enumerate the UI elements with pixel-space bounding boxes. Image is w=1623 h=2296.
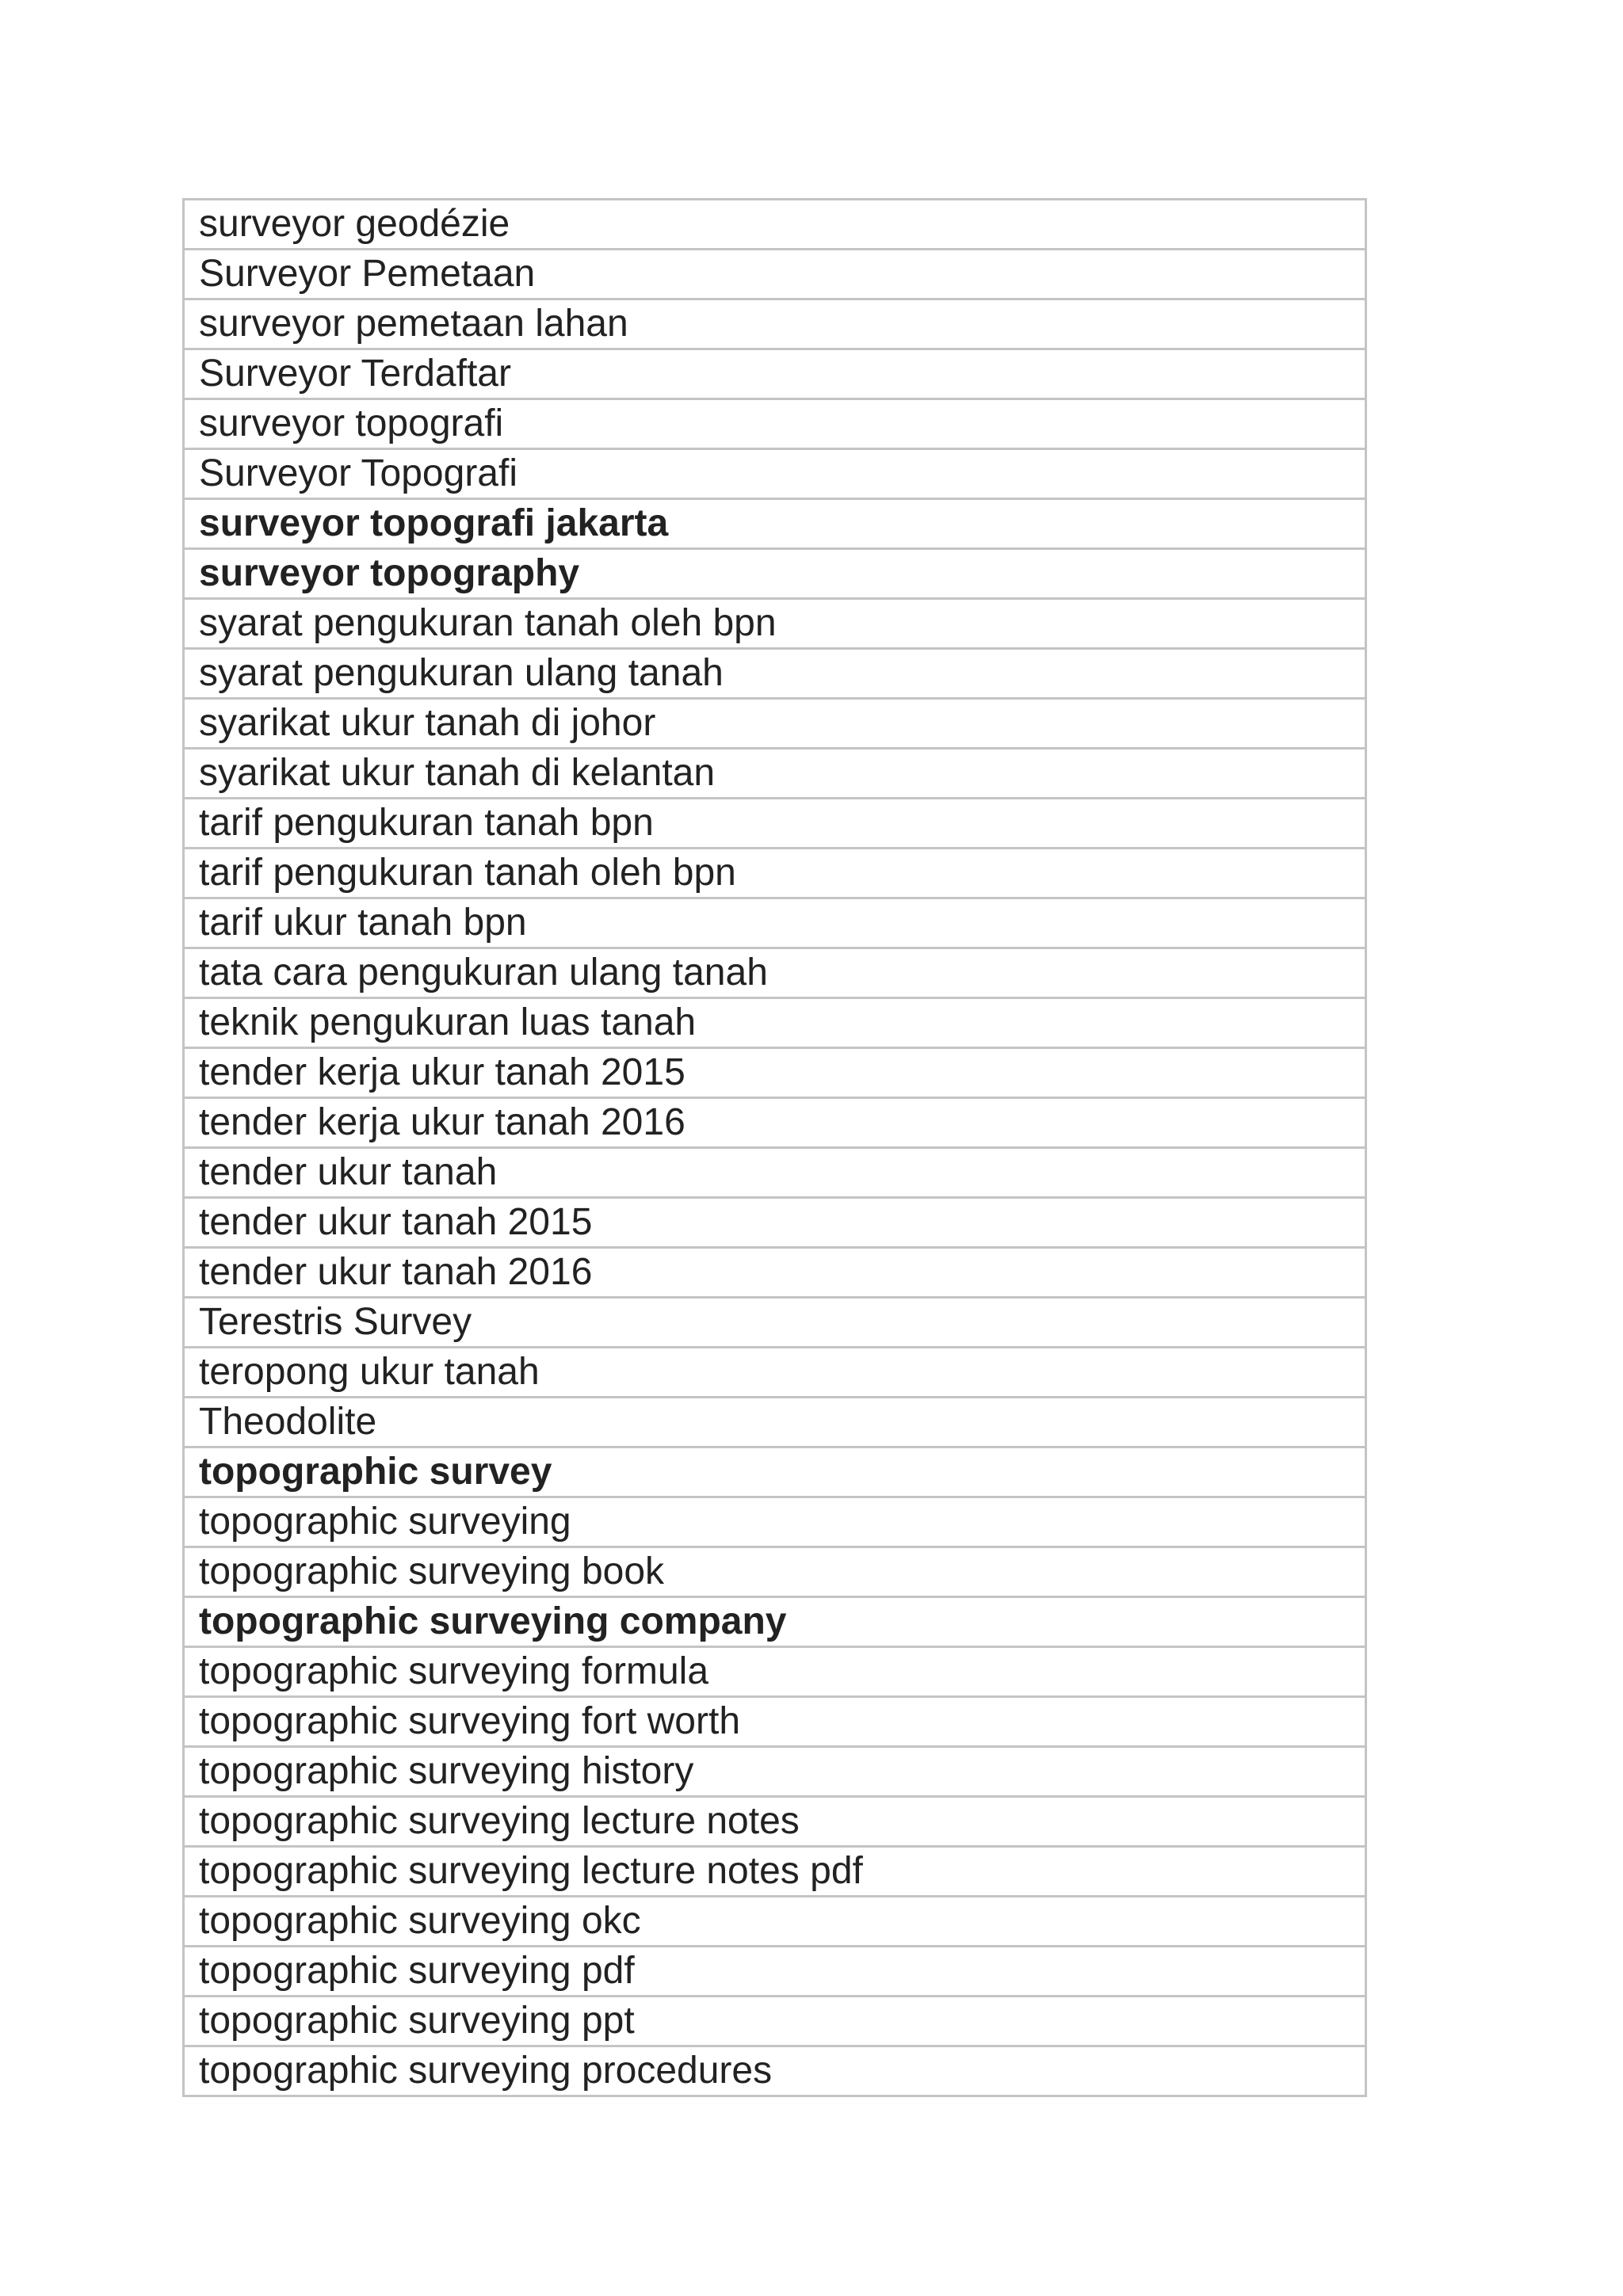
table-row xyxy=(184,1847,1366,1897)
keyword-cell: topographic surveying lecture notes xyxy=(184,1797,1366,1847)
table-row xyxy=(184,1697,1366,1747)
table-row xyxy=(184,1198,1366,1248)
table-row xyxy=(184,749,1366,799)
table-row xyxy=(184,699,1366,749)
keyword-cell: surveyor geodézie xyxy=(184,200,1366,250)
table-row xyxy=(184,499,1366,549)
keyword-cell: syarat pengukuran ulang tanah xyxy=(184,649,1366,699)
table-row xyxy=(184,599,1366,649)
table-row xyxy=(184,200,1366,250)
table-row xyxy=(184,1348,1366,1398)
table-row xyxy=(184,1298,1366,1348)
table-row xyxy=(184,1597,1366,1647)
table-row xyxy=(184,1897,1366,1947)
keyword-cell: surveyor topografi xyxy=(184,399,1366,449)
table-row xyxy=(184,849,1366,898)
table-row xyxy=(184,898,1366,948)
keyword-cell: tender ukur tanah 2015 xyxy=(184,1198,1366,1248)
keyword-cell: topographic surveying book xyxy=(184,1547,1366,1597)
table-row xyxy=(184,649,1366,699)
keyword-cell: tarif ukur tanah bpn xyxy=(184,898,1366,948)
keyword-cell: tarif pengukuran tanah bpn xyxy=(184,799,1366,849)
table-row xyxy=(184,1048,1366,1098)
table-row xyxy=(184,1497,1366,1547)
table-row xyxy=(184,1947,1366,1997)
table-row xyxy=(184,549,1366,599)
keyword-cell: teknik pengukuran luas tanah xyxy=(184,998,1366,1048)
keyword-cell: surveyor pemetaan lahan xyxy=(184,299,1366,349)
table-row xyxy=(184,349,1366,399)
table-row xyxy=(184,948,1366,998)
table-row xyxy=(184,799,1366,849)
table-row xyxy=(184,1398,1366,1447)
keyword-cell: topographic surveying fort worth xyxy=(184,1697,1366,1747)
table-row xyxy=(184,399,1366,449)
keyword-cell: syarikat ukur tanah di johor xyxy=(184,699,1366,749)
keyword-cell: topographic surveying formula xyxy=(184,1647,1366,1697)
keyword-cell: topographic surveying ppt xyxy=(184,1997,1366,2046)
keyword-cell: topographic surveying history xyxy=(184,1747,1366,1797)
table-row xyxy=(184,1647,1366,1697)
keyword-cell: syarikat ukur tanah di kelantan xyxy=(184,749,1366,799)
keyword-cell: topographic surveying procedures xyxy=(184,2046,1366,2096)
keyword-cell: topographic surveying okc xyxy=(184,1897,1366,1947)
table-row xyxy=(184,299,1366,349)
table-row xyxy=(184,1447,1366,1497)
table-row xyxy=(184,1248,1366,1298)
keyword-cell: Terestris Survey xyxy=(184,1298,1366,1348)
keyword-cell: Surveyor Topografi xyxy=(184,449,1366,499)
keyword-cell: teropong ukur tanah xyxy=(184,1348,1366,1398)
keyword-cell: tender ukur tanah 2016 xyxy=(184,1248,1366,1298)
keyword-cell: surveyor topography xyxy=(184,549,1366,599)
keyword-cell: Surveyor Pemetaan xyxy=(184,250,1366,299)
keyword-cell: tender kerja ukur tanah 2016 xyxy=(184,1098,1366,1148)
table-row xyxy=(184,1747,1366,1797)
table-row xyxy=(184,1797,1366,1847)
keyword-cell: tarif pengukuran tanah oleh bpn xyxy=(184,849,1366,898)
keyword-cell: topographic surveying xyxy=(184,1497,1366,1547)
keyword-cell: topographic surveying lecture notes pdf xyxy=(184,1847,1366,1897)
table-row xyxy=(184,1098,1366,1148)
table-row xyxy=(184,2046,1366,2096)
keyword-cell: topographic survey xyxy=(184,1447,1366,1497)
table-row xyxy=(184,449,1366,499)
table-row xyxy=(184,1148,1366,1198)
table-row xyxy=(184,1547,1366,1597)
table-row xyxy=(184,1997,1366,2046)
table-row xyxy=(184,998,1366,1048)
keyword-cell: tender kerja ukur tanah 2015 xyxy=(184,1048,1366,1098)
keyword-cell: Surveyor Terdaftar xyxy=(184,349,1366,399)
keyword-table-body xyxy=(184,200,1366,2096)
keyword-cell: topographic surveying pdf xyxy=(184,1947,1366,1997)
keyword-cell: Theodolite xyxy=(184,1398,1366,1447)
table-row xyxy=(184,250,1366,299)
keyword-cell: tender ukur tanah xyxy=(184,1148,1366,1198)
keyword-cell: syarat pengukuran tanah oleh bpn xyxy=(184,599,1366,649)
keyword-cell: topographic surveying company xyxy=(184,1597,1366,1647)
keyword-cell: tata cara pengukuran ulang tanah xyxy=(184,948,1366,998)
keyword-cell: surveyor topografi jakarta xyxy=(184,499,1366,549)
keyword-table xyxy=(182,198,1367,2097)
